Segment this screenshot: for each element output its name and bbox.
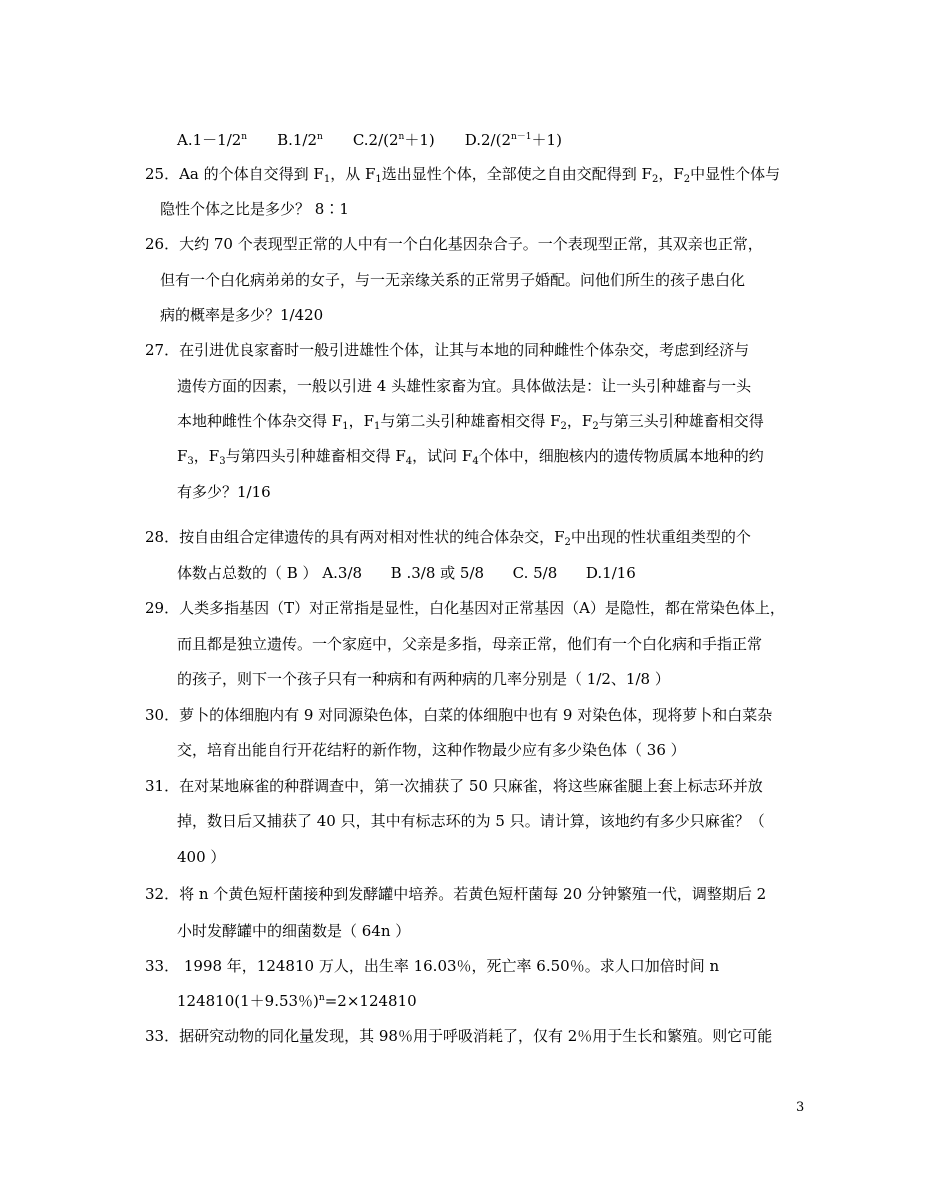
q29-line-3: 的孩子，则下一个孩子只有一种病和有两种病的几率分别是（ 1/2、1/8 ） bbox=[177, 670, 670, 688]
q30-line-2: 交，培育出能自行开花结籽的新作物，这种作物最少应有多少染色体（ 36 ） bbox=[177, 741, 686, 759]
q24-option-b: B.1/2$^n$ bbox=[277, 131, 323, 149]
q24-option-c: $C.2/(2^n+1)$ bbox=[352, 131, 435, 149]
q26-line-3: 病的概率是多少？1/420 bbox=[160, 306, 324, 324]
q27-line-5: 有多少？1/16 bbox=[177, 483, 271, 501]
q30-line-1: 30．萝卜的体细胞内有 9 对同源染色体，白菜的体细胞中也有 9 对染色体，现将萝卜和白菜杂 bbox=[145, 706, 773, 724]
q25-line-1: 25．Aa 的个体自交得到 $F_1$，从 $F_1$选出显性个体，全部使之自由交配得到 $F_2$，$F_2$中显性个体与 bbox=[145, 165, 781, 185]
page-number: 3 bbox=[796, 1100, 805, 1115]
q24-options bbox=[177, 130, 562, 150]
q27-line-2: 遗传方面的因素，一般以引进 4 头雄性家畜为宜。具体做法是：让一头引种雄畜与一头 bbox=[177, 377, 752, 395]
q33b-line-1: 33．据研究动物的同化量发现，其 98％用于呼吸消耗了，仅有 2％用于生长和繁殖。则它可能 bbox=[145, 1027, 773, 1045]
q27-line-3: 本地种雌性个体杂交得 $F_1$，$F_1$与第二头引种雄畜相交得 $F_2$，$F_2$与第三头引种雄畜相交得 bbox=[177, 412, 764, 432]
q32-line-1: 32．将 n 个黄色短杆菌接种到发酵罐中培养。若黄色短杆菌每 20 分钟繁殖一代，调整期后 2 bbox=[145, 885, 767, 903]
q29-line-1: 29．人类多指基因（T）对正常指是显性，白化基因对正常基因（A）是隐性，都在常染色体上， bbox=[145, 599, 785, 617]
q26-line-1: 26．大约 70 个表现型正常的人中有一个白化基因杂合子。一个表现型正常，其双亲也正常， bbox=[145, 235, 763, 253]
q33a-line-1: 33． 1998 年，124810 万人，出生率 16.03％，死亡率 6.50％。求人口加倍时间 n bbox=[145, 957, 720, 975]
q27-line-4: $F_3$，$F_3$与第四头引种雄畜相交得 $F_4$，试问 $F_4$个体中，细胞核内的遗传物质属本地种的约 bbox=[177, 447, 764, 467]
q31-line-1: 31．在对某地麻雀的种群调查中，第一次捕获了 50 只麻雀，将这些麻雀腿上套上标志环并放 bbox=[145, 777, 763, 795]
q28-line-2: 体数占总数的（ B ） A.3/8 B .3/8 或 5/8 C. 5/8 D.1/16 bbox=[177, 564, 636, 582]
q24-option-d: $D.2/(2^{n-1}+1)$ bbox=[464, 131, 562, 149]
q27-line-1: 27．在引进优良家畜时一般引进雄性个体，让其与本地的同种雌性个体杂交，考虑到经济与 bbox=[145, 341, 750, 359]
q29-line-2: 而且都是独立遗传。一个家庭中，父亲是多指，母亲正常，他们有一个白化病和手指正常 bbox=[177, 635, 763, 653]
q31-line-3: 400 ） bbox=[177, 848, 226, 866]
q26-line-2: 但有一个白化病弟弟的女子，与一无亲缘关系的正常男子婚配。问他们所生的孩子患白化 bbox=[160, 271, 746, 289]
q25-line-2: 隐性个体之比是多少？ 8∶1 bbox=[160, 200, 349, 218]
q33a-line-2: 124810(1＋9.53％)$^n$=2×124810 bbox=[177, 992, 417, 1010]
q24-option-a: $A.1-1/2^n$ bbox=[177, 131, 248, 149]
q31-line-2: 掉，数日后又捕获了 40 只，其中有标志环的为 5 只。请计算，该地约有多少只麻雀？（ bbox=[177, 812, 765, 830]
q28-line-1: 28．按自由组合定律遗传的具有两对相对性状的纯合体杂交，$F_2$中出现的性状重组类型的个 bbox=[145, 528, 751, 548]
q32-line-2: 小时发酵罐中的细菌数是（ 64n ） bbox=[177, 922, 411, 940]
